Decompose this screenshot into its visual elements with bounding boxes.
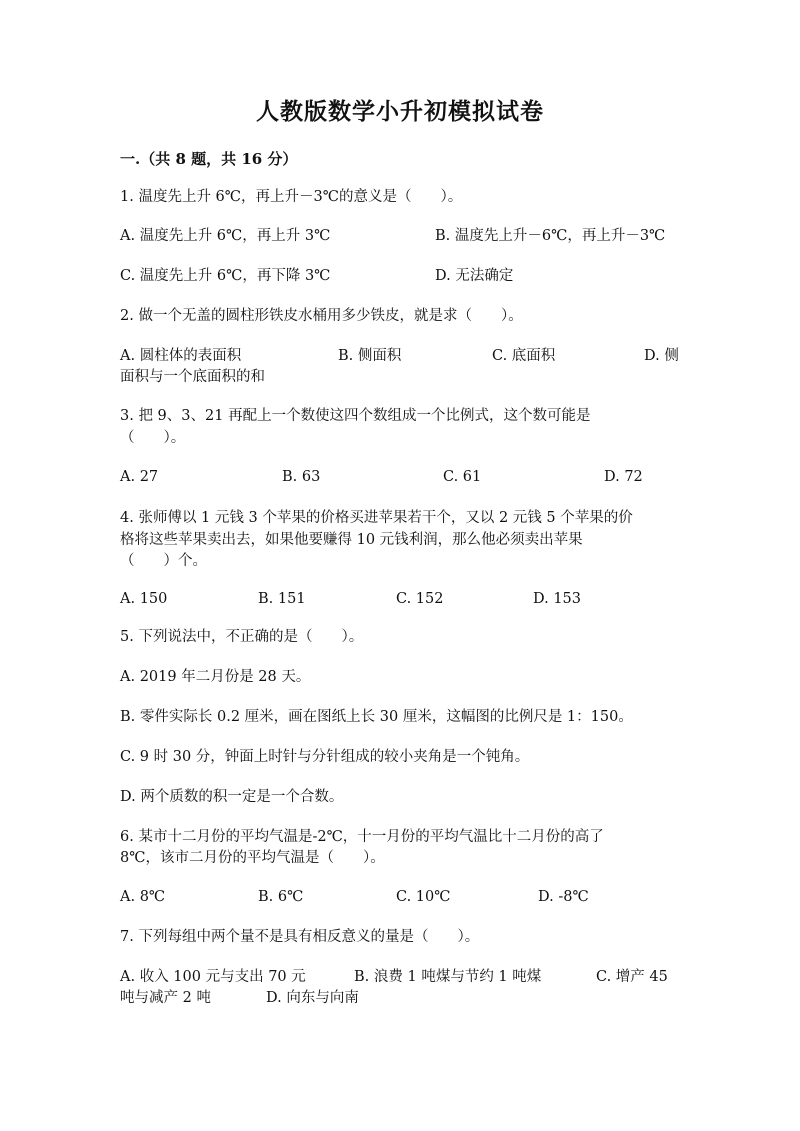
question-1-option-b: B. 温度先上升－6℃，再上升－3℃ [435, 228, 666, 244]
question-2-option-d: D. 侧 [644, 348, 679, 364]
question-4-option-d: D. 153 [533, 591, 582, 607]
question-1-option-c: C. 温度先上升 6℃，再下降 3℃ [120, 268, 331, 284]
question-1-option-a: A. 温度先上升 6℃，再上升 3℃ [120, 228, 331, 244]
question-3-option-d: D. 72 [604, 469, 643, 485]
question-4-stem-line-2: 格将这些苹果卖出去，如果他要赚得 10 元钱利润，那么他必须卖出苹果 [120, 532, 583, 548]
question-2-option-c: C. 底面积 [492, 348, 556, 364]
question-5-stem: 5. 下列说法中，不正确的是（ ）。 [120, 629, 364, 645]
question-5-option-d: D. 两个质数的积一定是一个合数。 [120, 789, 344, 805]
question-3-stem: 3. 把 9、3、21 再配上一个数使这四个数组成一个比例式，这个数可能是 [120, 408, 591, 424]
question-7-option-c: C. 增产 45 [596, 969, 668, 985]
question-6-stem-continued: 8℃，该市二月份的平均气温是（ ）。 [120, 850, 385, 866]
section-heading: 一.（共 8 题，共 16 分） [120, 150, 298, 168]
question-7-option-b: B. 浪费 1 吨煤与节约 1 吨煤 [354, 969, 542, 985]
question-4-option-a: A. 150 [120, 591, 168, 607]
question-6-option-a: A. 8℃ [120, 889, 166, 905]
question-5-option-b: B. 零件实际长 0.2 厘米，画在图纸上长 30 厘米，这幅图的比例尺是 1：150。 [120, 709, 633, 725]
question-4-option-b: B. 151 [258, 591, 306, 607]
question-7-stem: 7. 下列每组中两个量不是具有相反意义的量是（ ）。 [120, 929, 480, 945]
question-2-stem: 2. 做一个无盖的圆柱形铁皮水桶用多少铁皮，就是求（ ）。 [120, 308, 523, 324]
question-2-option-b: B. 侧面积 [338, 348, 402, 364]
question-7-option-a: A. 收入 100 元与支出 70 元 [120, 969, 306, 985]
question-1-stem: 1. 温度先上升 6℃，再上升－3℃的意义是（ ）。 [120, 189, 463, 205]
question-6-option-b: B. 6℃ [258, 889, 304, 905]
question-6-option-c: C. 10℃ [396, 889, 451, 905]
question-5-option-a: A. 2019 年二月份是 28 天。 [120, 669, 311, 685]
question-4-stem-line-3: （ ）个。 [120, 553, 207, 569]
question-7-option-c-continued: 吨与减产 2 吨 [120, 990, 211, 1006]
question-3-option-a: A. 27 [120, 469, 159, 485]
page-title: 人教版数学小升初模拟试卷 [256, 98, 544, 125]
question-5-option-c: C. 9 时 30 分，钟面上时针与分针组成的较小夹角是一个钝角。 [120, 749, 530, 765]
question-6-stem: 6. 某市十二月份的平均气温是-2℃，十一月份的平均气温比十二月份的高了 [120, 829, 604, 845]
question-3-option-b: B. 63 [282, 469, 321, 485]
question-4-stem: 4. 张师傅以 1 元钱 3 个苹果的价格买进苹果若干个，又以 2 元钱 5 个苹果的价 [120, 510, 633, 526]
question-2-option-d-continued: 面积与一个底面积的和 [120, 369, 265, 385]
question-1-option-d: D. 无法确定 [435, 268, 514, 284]
question-7-option-d: D. 向东与向南 [266, 990, 359, 1006]
question-2-option-a: A. 圆柱体的表面积 [120, 348, 242, 364]
question-6-option-d: D. -8℃ [538, 889, 589, 905]
question-4-option-c: C. 152 [396, 591, 444, 607]
question-3-stem-continued: （ ）。 [120, 430, 186, 446]
question-3-option-c: C. 61 [443, 469, 482, 485]
